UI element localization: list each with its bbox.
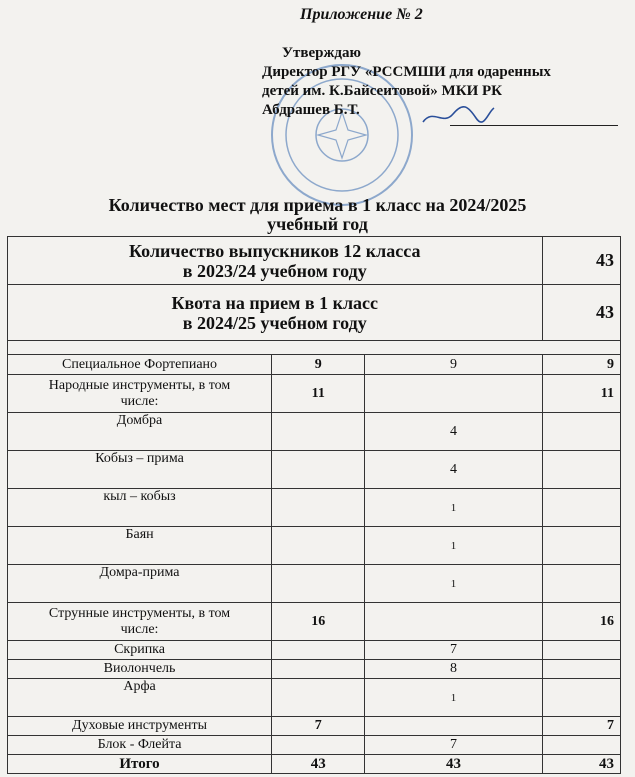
instrument-name-line-1: Струнные инструменты, в том xyxy=(48,605,231,621)
value-c2: 4 xyxy=(365,413,542,451)
value-c2: 8 xyxy=(365,660,542,679)
admission-table xyxy=(7,236,621,774)
value-c2 xyxy=(365,375,542,413)
quota-label-line-1: Квота на прием в 1 класс xyxy=(171,292,379,313)
total-c1: 43 xyxy=(272,755,365,774)
instrument-name-line-1: Народные инструменты, в том xyxy=(48,377,231,393)
table-row xyxy=(8,660,621,679)
instrument-name: Специальное Фортепиано xyxy=(8,355,272,375)
spacer-row xyxy=(8,341,621,355)
value-c1: 7 xyxy=(272,717,365,736)
value-c2: 1 xyxy=(365,565,542,603)
value-c1 xyxy=(272,736,365,755)
instrument-name xyxy=(8,603,272,641)
graduates-label-line-1: Количество выпускников 12 класса xyxy=(129,240,421,261)
approval-line-approve: Утверждаю xyxy=(282,45,361,61)
value-c1: 11 xyxy=(272,375,365,413)
value-c3: 7 xyxy=(542,717,620,736)
quota-label-line-2: в 2024/25 учебном году xyxy=(182,312,367,333)
table-row xyxy=(8,355,621,375)
value-c1 xyxy=(272,527,365,565)
quota-row xyxy=(8,285,621,341)
table-row xyxy=(8,717,621,736)
value-c1 xyxy=(272,679,365,717)
graduates-value: 43 xyxy=(542,237,620,285)
value-c2: 1 xyxy=(365,489,542,527)
value-c2: 1 xyxy=(365,527,542,565)
value-c2 xyxy=(365,603,542,641)
value-c1: 16 xyxy=(272,603,365,641)
table-row xyxy=(8,451,621,489)
table-row xyxy=(8,736,621,755)
instrument-name-line-2: числе: xyxy=(120,393,159,409)
instrument-name xyxy=(8,375,272,413)
value-c3 xyxy=(542,413,620,451)
total-label: Итого xyxy=(8,755,272,774)
value-c1: 9 xyxy=(272,355,365,375)
instrument-name: Духовые инструменты xyxy=(8,717,272,736)
title-line-2: учебный год xyxy=(267,214,368,234)
instrument-name: Блок - Флейта xyxy=(8,736,272,755)
value-c1 xyxy=(272,489,365,527)
instrument-name: Арфа xyxy=(8,679,272,717)
value-c3 xyxy=(542,736,620,755)
instrument-name-line-2: числе: xyxy=(120,621,159,637)
value-c2: 7 xyxy=(365,736,542,755)
signature-icon xyxy=(418,100,498,130)
value-c3 xyxy=(542,451,620,489)
value-c3: 11 xyxy=(542,375,620,413)
table-row xyxy=(8,375,621,413)
table-row xyxy=(8,527,621,565)
graduates-label xyxy=(8,237,543,285)
value-c2: 4 xyxy=(365,451,542,489)
graduates-label-line-2: в 2023/24 учебном году xyxy=(182,260,367,281)
value-c1 xyxy=(272,660,365,679)
document-title xyxy=(0,196,635,234)
value-c1 xyxy=(272,413,365,451)
total-c2: 43 xyxy=(365,755,542,774)
instrument-name: Виолончель xyxy=(8,660,272,679)
value-c3: 16 xyxy=(542,603,620,641)
value-c2: 1 xyxy=(365,679,542,717)
value-c3 xyxy=(542,565,620,603)
approval-line-director: Директор РГУ «РССМШИ для одаренных xyxy=(262,64,551,80)
title-line-1: Количество мест для приема в 1 класс на 2024/2025 xyxy=(108,195,527,215)
value-c1 xyxy=(272,451,365,489)
approval-line-school: детей им. К.Байсеитовой» МКИ РК xyxy=(262,83,503,99)
quota-label xyxy=(8,285,543,341)
instrument-rows xyxy=(8,355,621,755)
total-c3: 43 xyxy=(542,755,620,774)
table-row xyxy=(8,603,621,641)
approval-line-name: Абдрашев Б.Т. xyxy=(262,102,360,118)
instrument-name: Скрипка xyxy=(8,641,272,660)
table-row xyxy=(8,641,621,660)
value-c2: 7 xyxy=(365,641,542,660)
value-c3 xyxy=(542,641,620,660)
instrument-name: Домбра xyxy=(8,413,272,451)
appendix-label: Приложение № 2 xyxy=(300,6,423,23)
quota-value: 43 xyxy=(542,285,620,341)
value-c3 xyxy=(542,660,620,679)
instrument-name: Кобыз – прима xyxy=(8,451,272,489)
value-c3 xyxy=(542,679,620,717)
table-row xyxy=(8,413,621,451)
table-row xyxy=(8,489,621,527)
instrument-name: Баян xyxy=(8,527,272,565)
value-c3 xyxy=(542,527,620,565)
table-row xyxy=(8,565,621,603)
graduates-row xyxy=(8,237,621,285)
spacer-cell xyxy=(8,341,621,355)
value-c2 xyxy=(365,717,542,736)
value-c2: 9 xyxy=(365,355,542,375)
value-c1 xyxy=(272,565,365,603)
instrument-name: Домра-прима xyxy=(8,565,272,603)
value-c1 xyxy=(272,641,365,660)
total-row xyxy=(8,755,621,774)
instrument-name: кыл – кобыз xyxy=(8,489,272,527)
value-c3: 9 xyxy=(542,355,620,375)
table-row xyxy=(8,679,621,717)
value-c3 xyxy=(542,489,620,527)
